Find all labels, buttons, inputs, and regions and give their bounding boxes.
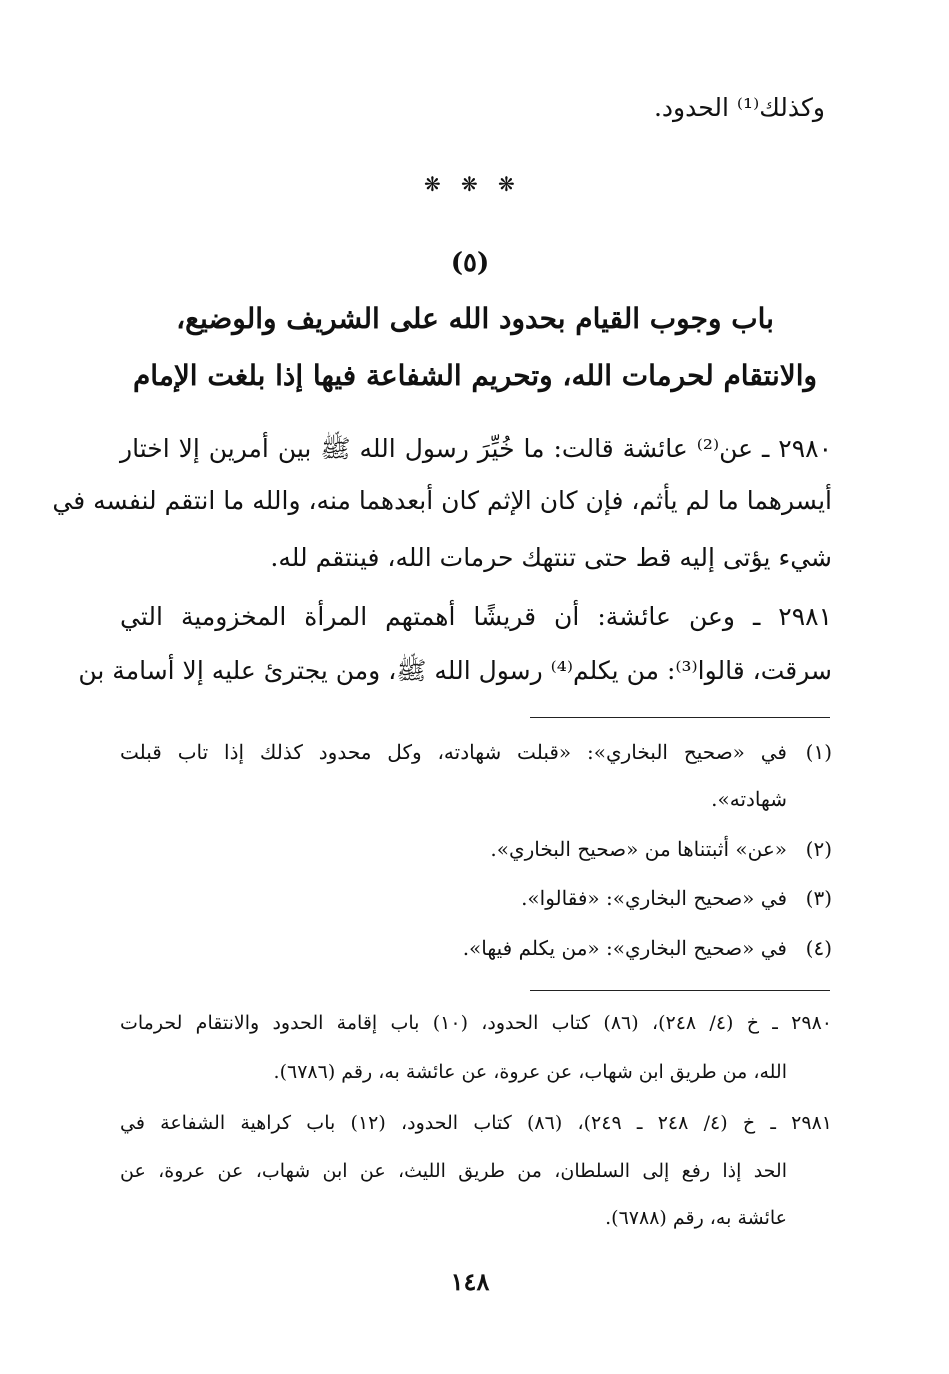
footnote-text: شهادته».	[711, 787, 787, 811]
hadith-2980-line-1: ٢٩٨٠ ـ عن⁽²⁾ عائشة قالت: ما خُيِّرَ رسول الله ﷺ بين أمرين إلا اختار	[120, 434, 832, 463]
section-separator	[424, 172, 515, 196]
footnote-number: (٢)	[805, 837, 832, 861]
chapter-number: (٥)	[450, 248, 490, 278]
hadith-2980-line-3: شيء يؤتى إليه قط حتى تنتهك حرمات الله، فينتقم لله.	[270, 543, 832, 572]
separator-star-icon: ❋	[461, 172, 478, 196]
reference-divider	[530, 990, 830, 991]
footnote-text: في «صحيح البخاري»: «قبلت شهادته، وكل محدود كذلك إذا تاب قبلت	[120, 740, 787, 764]
reference-2981-line-1: ٢٩٨١ ـ خ (٤/ ٢٤٨ ـ ٢٤٩)، (٨٦) كتاب الحدود، (١٢) باب كراهية الشفاعة في	[120, 1112, 832, 1134]
footnote-text: في «صحيح البخاري»: «فقالوا».	[521, 886, 787, 910]
footnote-number: (١)	[805, 740, 832, 764]
reference-2981-line-2: الحد إذا رفع إلى السلطان، من طريق الليث، عن ابن شهاب، عن عروة، عن	[120, 1160, 787, 1182]
chapter-title-line-1: باب وجوب القيام بحدود الله على الشريف والوضيع،	[176, 302, 774, 335]
page-number: ١٤٨	[450, 1267, 490, 1296]
hadith-2980-line-2: أيسرهما ما لم يأثم، فإن كان الإثم كان أبعدهما منه، والله ما انتقم لنفسه في	[52, 486, 832, 515]
reference-2981-line-3: عائشة به، رقم (٦٧٨٨).	[605, 1207, 787, 1229]
footnote-divider	[530, 717, 830, 718]
hadith-2981-line-2: سرقت، قالوا⁽³⁾: من يكلم⁽⁴⁾ رسول الله ﷺ، ومن يجترئ عليه إلا أسامة بن	[78, 656, 832, 685]
footnote-number: (٤)	[805, 936, 832, 960]
footnote-text: في «صحيح البخاري»: «من يكلم فيها».	[462, 936, 787, 960]
separator-star-icon: ❋	[424, 172, 441, 196]
footnote-text: «عن» أثبتناها من «صحيح البخاري».	[490, 837, 787, 861]
reference-2980-line-1: ٢٩٨٠ ـ خ (٤/ ٢٤٨)، (٨٦) كتاب الحدود، (١٠) باب إقامة الحدود والانتقام لحرمات	[120, 1012, 832, 1034]
chapter-title-line-2: والانتقام لحرمات الله، وتحريم الشفاعة فيها إذا بلغت الإمام	[132, 359, 818, 392]
hadith-2981-line-1: ٢٩٨١ ـ وعن عائشة: أن قريشًا أهمتهم المرأة المخزومية التي	[120, 602, 832, 631]
intro-line: وكذلك⁽¹⁾ الحدود.	[653, 93, 825, 122]
footnote-number: (٣)	[805, 886, 832, 910]
reference-2980-line-2: الله، من طريق ابن شهاب، عن عروة، عن عائشة به، رقم (٦٧٨٦).	[273, 1061, 787, 1083]
separator-star-icon: ❋	[498, 172, 515, 196]
